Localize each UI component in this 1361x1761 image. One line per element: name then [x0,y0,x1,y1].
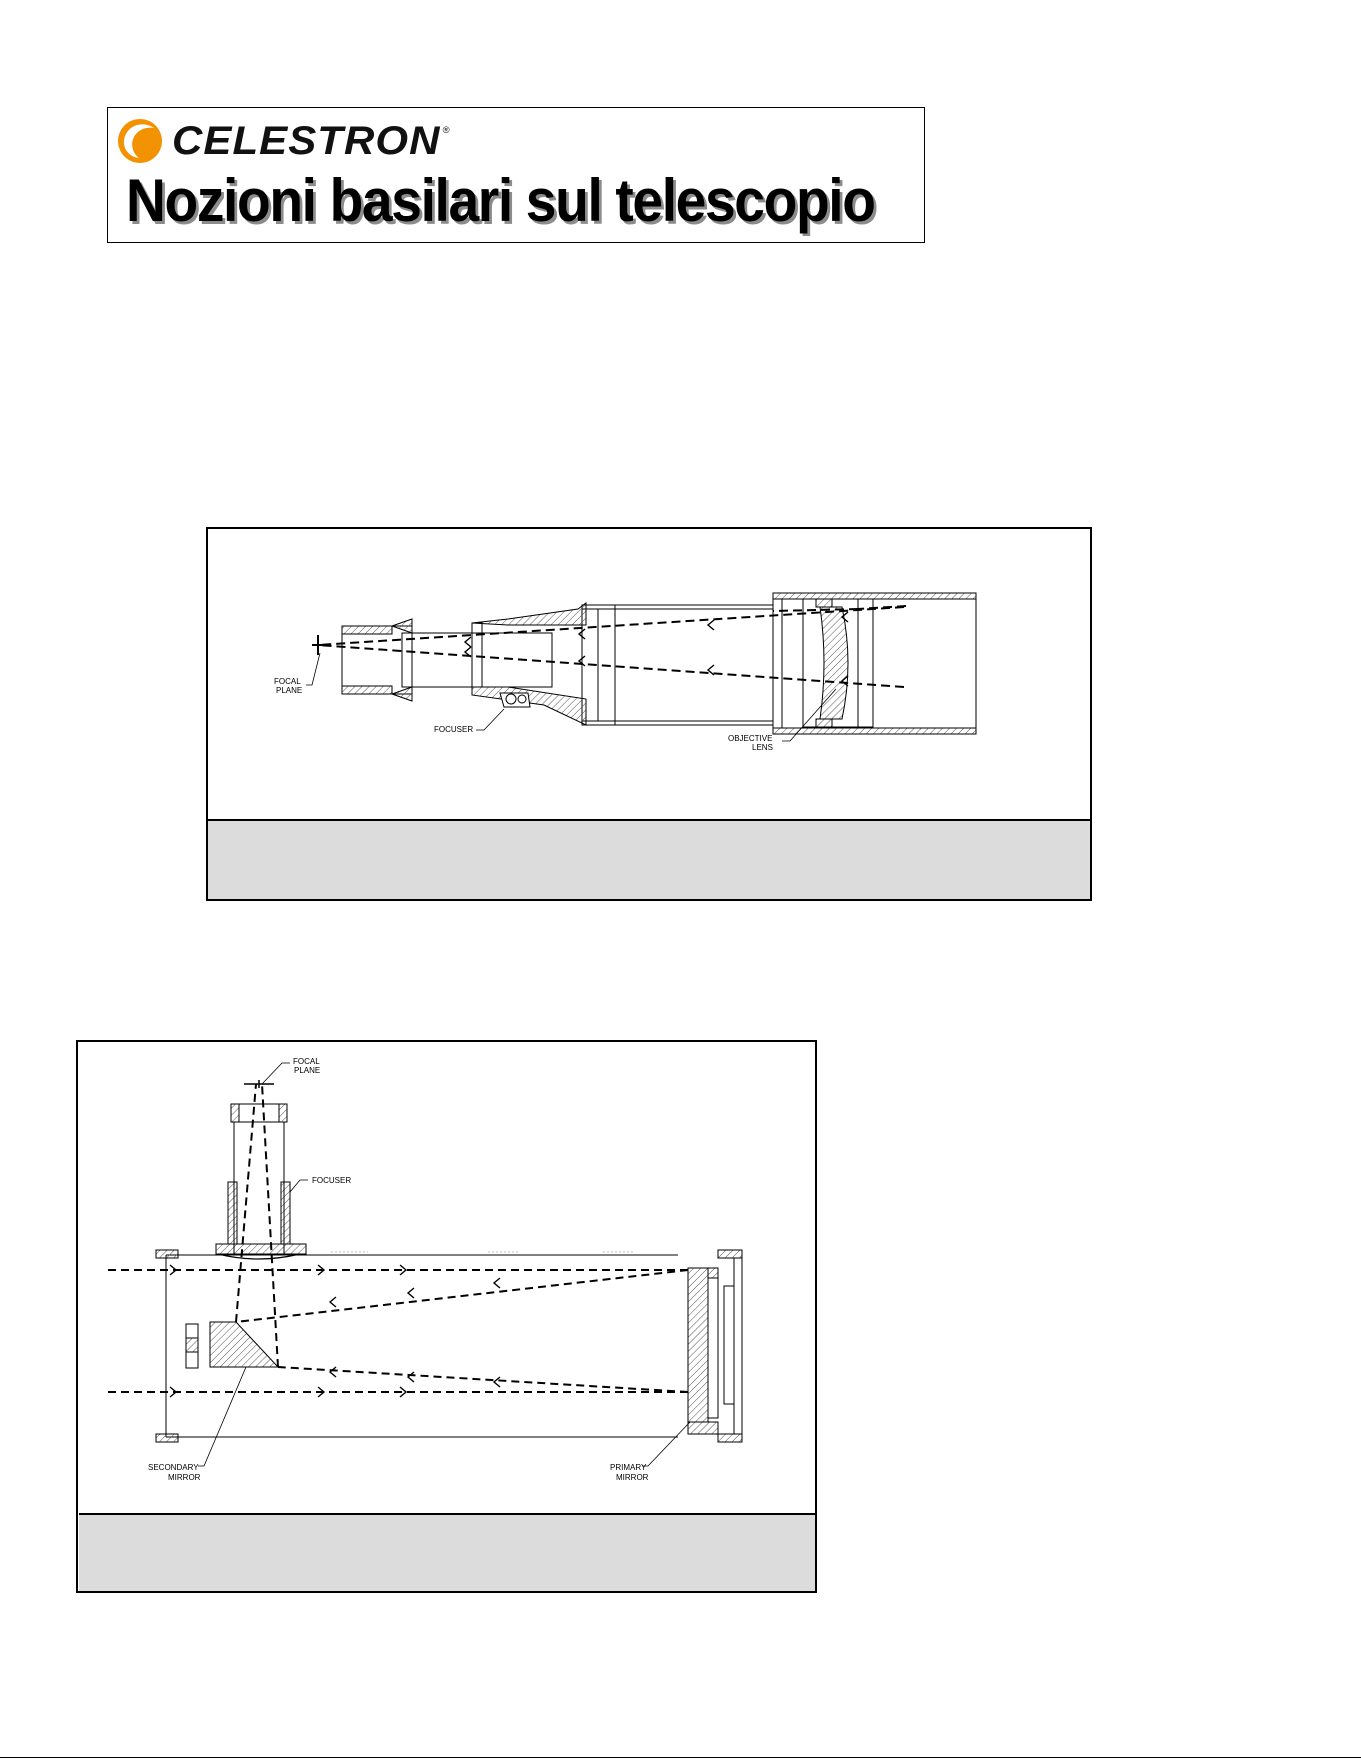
focuser-label: FOCUSER [312,1176,352,1185]
focal-plane-mark [312,635,324,655]
light-rays [318,606,906,687]
brand-name-text: CELESTRON [172,118,441,163]
focal-plane-label-2: PLANE [276,686,303,695]
focal-plane-label: FOCAL [293,1057,320,1066]
secondary-mirror-label-2: MIRROR [168,1473,201,1482]
primary-mirror [688,1268,718,1434]
primary-mirror-label-2: MIRROR [616,1473,649,1482]
secondary-mirror [186,1322,278,1368]
objective-lens-label: OBJECTIVE [728,734,773,743]
reflector-figure [76,1040,817,1593]
celestron-swirl-logo [114,116,166,166]
focal-plane-label: FOCAL [274,677,301,686]
secondary-mirror-label: SECONDARY [148,1463,199,1472]
focuser-body [472,603,586,725]
primary-mirror-label: PRIMARY [610,1463,647,1472]
figure-caption-box [208,819,1090,899]
focuser-assembly [216,1080,306,1259]
focuser-label: FOCUSER [434,725,474,734]
refractor-figure [206,527,1092,901]
brand-row [114,116,451,166]
header-banner [107,107,925,243]
page-bottom-rule [0,1757,1361,1758]
brand-name [172,118,451,164]
focal-plane-label-2: PLANE [294,1066,321,1075]
figure-caption-box [79,1513,815,1591]
leader-lines [198,1063,690,1466]
registered-mark: ® [442,124,451,135]
refractor-diagram [208,529,1094,823]
objective-lens [803,599,873,727]
objective-lens-label-2: LENS [752,743,773,752]
reflector-diagram [78,1042,819,1517]
page-title: Nozioni basilari sul telescopio [126,167,875,234]
